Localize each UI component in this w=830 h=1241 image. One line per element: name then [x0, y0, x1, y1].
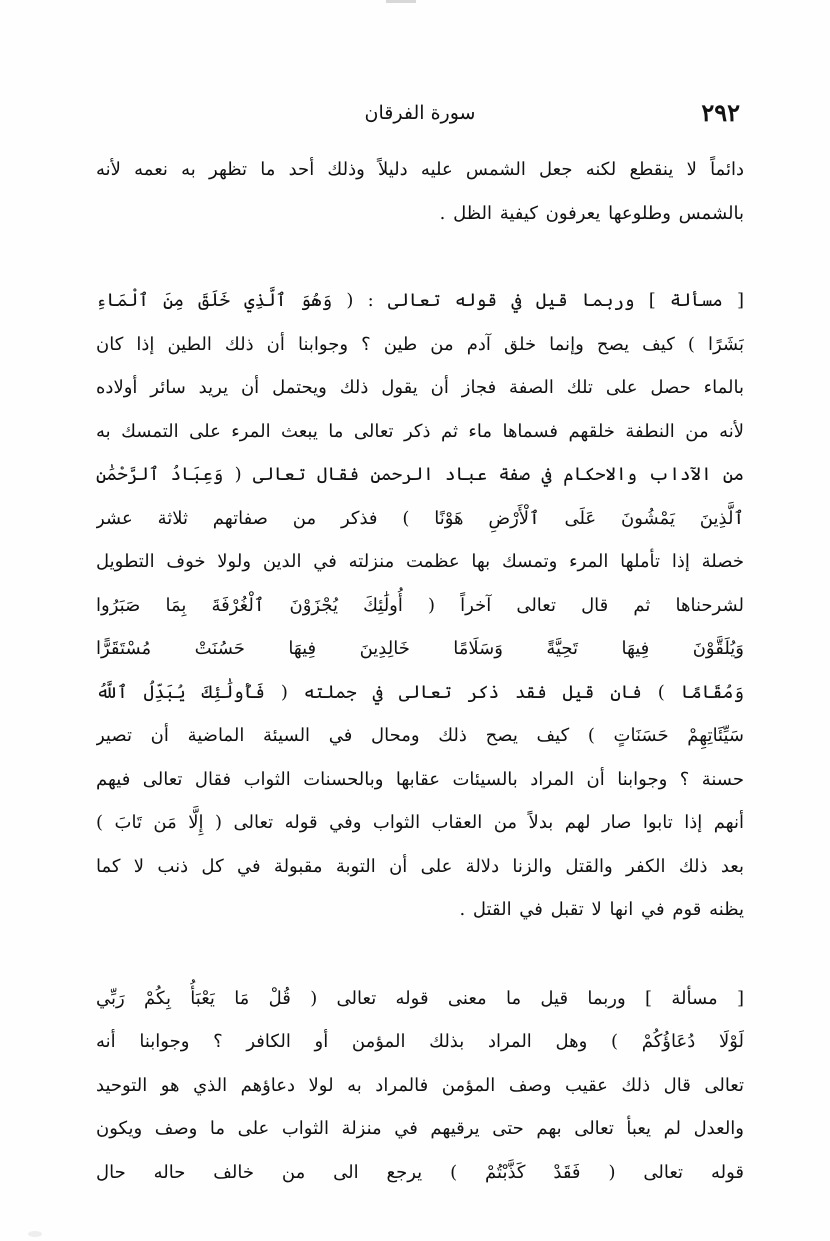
- text-line: وَمُقَامًا ) فان قيل فقد ذكر تعالى في جملته ( فَأُولَٰئِكَ يُبَدِّلُ ٱللَّهُ: [96, 681, 744, 703]
- paragraph-2: [96, 279, 744, 932]
- text-line: من الآداب والاحكام في صفة عباد الرحمن فقال تعالى ( وَعِبَادُ ٱلرَّحْمَٰنِ: [96, 464, 744, 485]
- page-header: [100, 96, 740, 132]
- text-line: قوله تعالى ( فَقَدْ كَذَّبْتُمْ ) يرجع الى من خالف حاله حال: [96, 1161, 744, 1183]
- text-line: بالشمس وطلوعها يعرفون كيفية الظل .: [439, 202, 744, 224]
- text-line: بعد ذلك الكفر والقتل والزنا دلالة على أن التوبة مقبولة في كل ذنب لا كما: [96, 855, 744, 877]
- text-line: سَيِّئَاتِهِمْ حَسَنَاتٍ ) كيف يصح ذلك ومحال في السيئة الماضية أن تصير: [96, 725, 744, 746]
- text-line: ٱلَّذِينَ يَمْشُونَ عَلَى ٱلْأَرْضِ هَوْنًا ) فذكر من صفاتهم ثلاثة عشر: [96, 507, 744, 529]
- text-line: يظنه قوم في انها لا تقبل في القتل .: [459, 899, 744, 920]
- paragraph-3: [96, 977, 744, 1195]
- text-line: [ مسألة ] وربما قيل ما معنى قوله تعالى ( قُلْ مَا يَعْبَأُ بِكُمْ رَبِّي: [96, 987, 744, 1009]
- page-number: ٢٩٢: [701, 98, 740, 127]
- text-line: لشرحناها ثم قال تعالى آخراً ( أُولَٰئِكَ يُجْزَوْنَ ٱلْغُرْفَةَ بِمَا صَبَرُوا: [96, 594, 744, 616]
- text-line: وَيُلَقَّوْنَ فِيهَا تَحِيَّةً وَسَلَامًا خَالِدِينَ فِيهَا حَسُنَتْ مُسْتَقَرًّا: [96, 638, 744, 659]
- text-line: لَوْلَا دُعَاؤُكُمْ ) وهل المراد بذلك المؤمن أو الكافر ؟ وجوابنا أنه: [96, 1031, 744, 1052]
- paragraph-1: [96, 148, 744, 235]
- scan-smudge: [28, 1231, 42, 1237]
- text-line: لأنه من النطفة خلقهم فسماها ماء ثم ذكر تعالى ما يبعث المرء على التمسك به: [96, 420, 744, 442]
- scan-edge-mark: [386, 0, 416, 3]
- text-line: تعالى قال ذلك عقيب وصف المؤمن فالمراد به لولا دعاؤهم الذي هو التوحيد: [96, 1074, 744, 1096]
- text-line: خصلة إذا تأملها المرء وتمسك بها عظمت منزلته في الدين ولولا خوف التطويل: [96, 551, 744, 572]
- text-line: أنهم إذا تابوا صار لهم بدلاً من العقاب الثواب وفي قوله تعالى ( إِلَّا مَن تَابَ ): [96, 812, 744, 833]
- page-body: [96, 148, 744, 1194]
- text-line: حسنة ؟ وجوابنا أن المراد بالسيئات عقابها وبالحسنات الثواب فقال تعالى فيهم: [96, 768, 744, 790]
- text-line: والعدل لم يعبأ تعالى بهم حتى يرقيهم في منزلة الثواب على ما وصف ويكون: [96, 1118, 744, 1139]
- running-title: سورة الفرقان: [364, 102, 476, 124]
- paragraph-spacer: [96, 235, 744, 279]
- paragraph-spacer: [96, 932, 744, 977]
- text-line: دائماً لا ينقطع لكنه جعل الشمس عليه دليلاً وذلك أحد ما تظهر به نعمه لأنه: [96, 159, 744, 180]
- text-line: بالماء حصل على تلك الصفة فجاز أن يقول ذلك ويحتمل أن يريد سائر أولاده: [96, 377, 744, 398]
- text-line: بَشَرًا ) كيف يصح وإنما خلق آدم من طين ؟ وجوابنا أن ذلك الطين إذا كان: [96, 333, 744, 355]
- text-line: [ مسألة ] وربما قيل في قوله تعالى : ( وَهُوَ ٱلَّذِي خَلَقَ مِنَ ٱلْمَاءِ: [96, 290, 744, 311]
